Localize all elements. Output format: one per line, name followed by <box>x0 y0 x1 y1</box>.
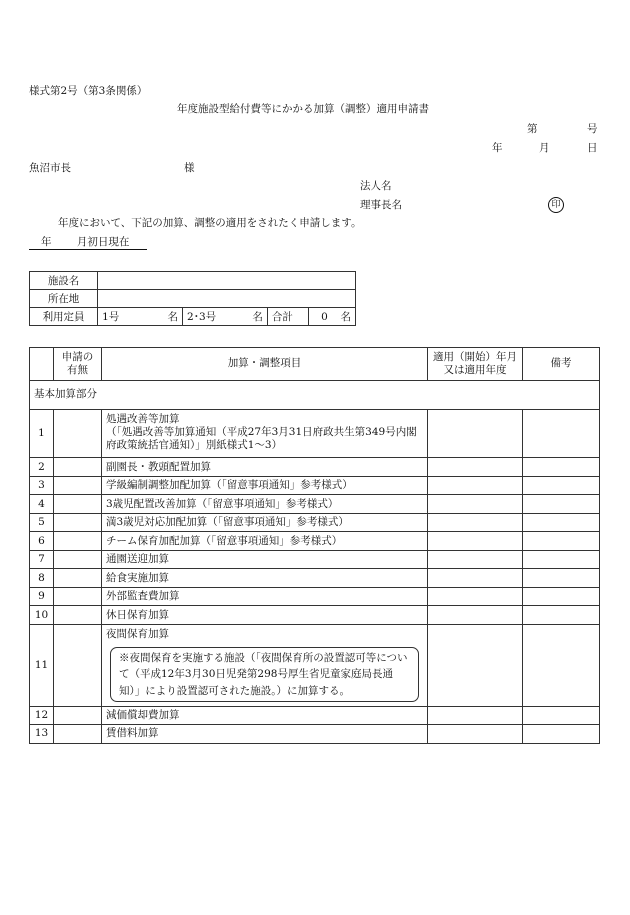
row-item-cell <box>102 476 428 495</box>
capacity-row <box>30 308 356 326</box>
table-row <box>30 706 600 725</box>
row-item-cell <box>102 606 428 625</box>
row-item-label: 通園送迎加算 <box>106 553 169 566</box>
table-row <box>30 624 600 706</box>
row-item-cell <box>102 569 428 588</box>
row-number: 10 <box>30 606 54 625</box>
as-of-date <box>29 237 147 250</box>
row-remarks-cell[interactable] <box>523 624 600 706</box>
row-year-cell[interactable] <box>428 410 523 458</box>
statement: 年度において、下記の加算、調整の適用をされたく申請します。 <box>58 217 362 229</box>
row-item-cell <box>102 532 428 551</box>
table-header-row <box>30 348 600 381</box>
row-item-label: 給食実施加算 <box>106 571 169 584</box>
header-blank <box>30 348 54 381</box>
row-item-label: チーム保育加配加算（「留意事項通知」参考様式） <box>106 534 343 547</box>
row-remarks-cell[interactable] <box>523 410 600 458</box>
row-applied-cell[interactable] <box>54 569 102 588</box>
cap23-unit[interactable]: 名 <box>227 308 267 326</box>
row-applied-cell[interactable] <box>54 410 102 458</box>
row-item-label: 学級編制調整加配加算（「留意事項通知」参考様式） <box>106 479 353 492</box>
row-applied-cell[interactable] <box>54 513 102 532</box>
row-applied-cell[interactable] <box>54 606 102 625</box>
facility-name-row <box>30 272 356 290</box>
row-number: 7 <box>30 550 54 569</box>
table-row <box>30 458 600 477</box>
row-item-cell <box>102 706 428 725</box>
row-item-cell <box>102 550 428 569</box>
row-applied-cell[interactable] <box>54 706 102 725</box>
as-of-rest: 月初日現在 <box>76 236 130 248</box>
header-remarks: 備考 <box>523 348 600 381</box>
date-year-label: 年 <box>492 142 503 154</box>
row-item-label: 処遇改善等加算 （「処遇改善等加算通知（平成27年3月31日府政共生第349号内閣府政策統括官通知）」別紙様式1～3） <box>106 413 417 452</box>
row-item-label: 副園長・教頭配置加算 <box>106 460 211 473</box>
row-remarks-cell[interactable] <box>523 606 600 625</box>
header-applied: 申請の 有無 <box>54 348 102 381</box>
row-year-cell[interactable] <box>428 606 523 625</box>
row-number: 5 <box>30 513 54 532</box>
facility-address-row <box>30 290 356 308</box>
addressee: 魚沼市長 <box>29 162 71 174</box>
row-item-cell <box>102 458 428 477</box>
row-year-cell[interactable] <box>428 725 523 744</box>
row-remarks-cell[interactable] <box>523 587 600 606</box>
row-remarks-cell[interactable] <box>523 550 600 569</box>
row-year-cell[interactable] <box>428 569 523 588</box>
number-suffix: 号 <box>587 123 598 135</box>
row-applied-cell[interactable] <box>54 495 102 514</box>
row-year-cell[interactable] <box>428 624 523 706</box>
table-row <box>30 569 600 588</box>
row-item-label: 賃借料加算 <box>106 727 159 740</box>
document-title: 年度施設型給付費等にかかる加算（調整）適用申請書 <box>177 103 429 115</box>
row-year-cell[interactable] <box>428 476 523 495</box>
total-unit: 名 <box>332 308 356 326</box>
row-applied-cell[interactable] <box>54 587 102 606</box>
form-number: 様式第2号（第3条関係） <box>29 85 148 97</box>
row-applied-cell[interactable] <box>54 476 102 495</box>
honorific: 様 <box>184 162 195 174</box>
row-item-note: ※夜間保育を実施する施設（「夜間保育所の設置認可等について（平成12年3月30日児発第298号厚生省児童家庭局長通知）」により設置認可された施設。）に加算する。 <box>110 647 419 702</box>
facility-address-value[interactable] <box>98 290 356 308</box>
row-remarks-cell[interactable] <box>523 725 600 744</box>
row-applied-cell[interactable] <box>54 725 102 744</box>
row-year-cell[interactable] <box>428 458 523 477</box>
row-applied-cell[interactable] <box>54 532 102 551</box>
row-applied-cell[interactable] <box>54 550 102 569</box>
table-row <box>30 513 600 532</box>
facility-table <box>29 271 356 326</box>
row-number: 9 <box>30 587 54 606</box>
row-item-cell <box>102 410 428 458</box>
row-number: 1 <box>30 410 54 458</box>
row-year-cell[interactable] <box>428 706 523 725</box>
row-year-cell[interactable] <box>428 587 523 606</box>
row-item-cell <box>102 513 428 532</box>
row-number: 2 <box>30 458 54 477</box>
date-day-label: 日 <box>587 142 598 154</box>
table-row <box>30 550 600 569</box>
row-number: 6 <box>30 532 54 551</box>
row-year-cell[interactable] <box>428 495 523 514</box>
total-label: 合計 <box>267 308 308 326</box>
row-year-cell[interactable] <box>428 550 523 569</box>
row-number: 13 <box>30 725 54 744</box>
row-number: 3 <box>30 476 54 495</box>
row-item-label: 減価償却費加算 <box>106 708 180 721</box>
row-number: 12 <box>30 706 54 725</box>
table-row <box>30 532 600 551</box>
row-applied-cell[interactable] <box>54 458 102 477</box>
table-row <box>30 606 600 625</box>
facility-name-label: 施設名 <box>30 272 98 290</box>
row-item-label: 休日保育加算 <box>106 608 169 621</box>
cap23-label: 2･3号 <box>183 308 228 326</box>
row-year-cell[interactable] <box>428 532 523 551</box>
row-item-label: 夜間保育加算 <box>106 627 169 640</box>
header-item: 加算・調整項目 <box>102 348 428 381</box>
row-number: 8 <box>30 569 54 588</box>
row-remarks-cell[interactable] <box>523 706 600 725</box>
table-row <box>30 476 600 495</box>
corp-name-label: 法人名 <box>360 180 392 192</box>
row-remarks-cell[interactable] <box>523 458 600 477</box>
facility-name-value[interactable] <box>98 272 356 290</box>
adjustment-table <box>29 347 600 744</box>
row-item-cell <box>102 495 428 514</box>
row-remarks-cell[interactable] <box>523 532 600 551</box>
row-remarks-cell[interactable] <box>523 495 600 514</box>
row-applied-cell[interactable] <box>54 624 102 706</box>
date-month-label: 月 <box>539 142 550 154</box>
row-number: 11 <box>30 624 54 706</box>
seal-mark: 印 <box>548 197 564 213</box>
cap1-unit[interactable]: 名 <box>138 308 183 326</box>
row-remarks-cell[interactable] <box>523 476 600 495</box>
cap1-label: 1号 <box>98 308 138 326</box>
row-item-label: 満3歳児対応加配加算（「留意事項通知」参考様式） <box>106 516 349 529</box>
as-of-year: 年 <box>41 236 52 248</box>
capacity-label: 利用定員 <box>30 308 98 326</box>
row-item-cell <box>102 624 428 706</box>
facility-address-label: 所在地 <box>30 290 98 308</box>
row-item-label: 3歳児配置改善加算（「留意事項通知」参考様式） <box>106 497 339 510</box>
header-year: 適用（開始）年月 又は適用年度 <box>428 348 523 381</box>
row-remarks-cell[interactable] <box>523 513 600 532</box>
section-basic: 基本加算部分 <box>30 381 600 410</box>
row-year-cell[interactable] <box>428 513 523 532</box>
table-row <box>30 725 600 744</box>
row-item-cell <box>102 725 428 744</box>
table-row <box>30 587 600 606</box>
table-row <box>30 410 600 458</box>
total-value: 0 <box>308 308 332 326</box>
row-item-label: 外部監査費加算 <box>106 590 180 603</box>
director-label: 理事長名 <box>360 199 402 211</box>
section-row <box>30 381 600 410</box>
row-remarks-cell[interactable] <box>523 569 600 588</box>
table-row <box>30 495 600 514</box>
row-number: 4 <box>30 495 54 514</box>
number-prefix: 第 <box>527 123 538 135</box>
row-item-cell <box>102 587 428 606</box>
